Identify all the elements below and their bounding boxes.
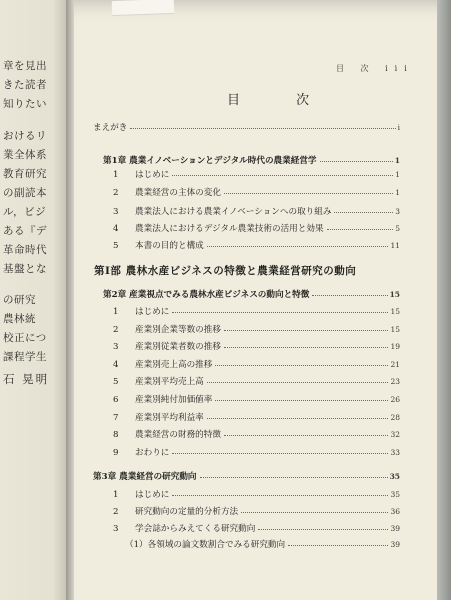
dot-leader <box>207 417 389 419</box>
left-page-text-line: 業全体系 <box>3 149 47 161</box>
section-number: 4 <box>113 360 119 370</box>
subsection-label: （1）各領域の論文数割合でみる研究動向 <box>125 540 286 550</box>
section-number: 8 <box>113 430 119 440</box>
toc-section <box>113 446 400 462</box>
section-label: おわりに <box>135 448 170 458</box>
dot-leader <box>172 174 393 176</box>
dot-leader <box>334 211 393 213</box>
section-number: 6 <box>113 395 119 405</box>
section-page: 39 <box>390 524 400 533</box>
dot-leader <box>172 494 388 496</box>
dot-leader <box>224 434 389 436</box>
dot-leader <box>224 329 389 331</box>
section-page: 5 <box>395 224 400 233</box>
section-number: 5 <box>113 241 119 251</box>
dot-leader <box>130 127 395 129</box>
section-label: はじめに <box>135 307 170 317</box>
section-page: 15 <box>390 307 400 316</box>
left-page-text-line: ある『デ <box>3 225 47 237</box>
toc-section <box>113 205 400 221</box>
section-number: 3 <box>113 207 119 217</box>
page-edge <box>437 0 451 600</box>
section-page: 36 <box>390 507 400 516</box>
section-number: 1 <box>113 170 119 180</box>
chapter-page: 35 <box>389 472 400 481</box>
section-label: 産業別平均利益率 <box>135 413 204 423</box>
book-gutter <box>66 0 74 600</box>
section-page: 33 <box>390 448 400 457</box>
toc-section <box>113 375 400 391</box>
section-page: 21 <box>390 360 400 369</box>
section-label: 農業法人におけるデジタル農業技術の活用と効果 <box>135 224 324 234</box>
toc-section <box>113 168 400 184</box>
part-title: 第Ⅰ部 農林水産ビジネスの特徴と農業経営研究の動向 <box>94 265 357 277</box>
toc-section <box>113 186 400 202</box>
left-page-text-line: 校正につ <box>3 332 47 344</box>
left-page-text-line: の副読本 <box>3 187 47 199</box>
chapter-title: 第1章 農業イノベーションとデジタル時代の農業経営学 <box>103 156 317 166</box>
dot-leader <box>215 364 388 366</box>
left-page-text-line: 基盤とな <box>3 263 47 275</box>
toc-entry-page: i <box>397 123 400 132</box>
section-page: 11 <box>390 241 400 250</box>
section-number: 2 <box>113 188 119 198</box>
section-number: 3 <box>113 342 119 352</box>
section-number: 3 <box>113 524 119 534</box>
left-page-text-line: 教育研究 <box>3 168 47 180</box>
toc-section <box>113 505 400 521</box>
section-label: 産業別従業者数の推移 <box>135 342 221 352</box>
section-number: 1 <box>113 307 119 317</box>
section-label: 産業別企業等数の推移 <box>135 325 221 335</box>
dot-leader <box>288 544 388 546</box>
left-page <box>0 0 66 600</box>
dot-leader <box>258 528 388 530</box>
section-page: 23 <box>390 377 400 386</box>
section-number: 2 <box>113 507 119 517</box>
section-number: 5 <box>113 377 119 387</box>
toc-section <box>113 340 400 356</box>
section-label: 研究動向の定量的分析方法 <box>135 507 239 517</box>
toc-section <box>113 522 400 538</box>
toc-section <box>113 323 400 339</box>
section-page: 35 <box>390 490 400 499</box>
dot-leader <box>320 160 393 162</box>
section-number: 4 <box>113 224 119 234</box>
left-page-text-line: 章を見出 <box>3 60 47 72</box>
section-label: 産業別売上高の推移 <box>135 360 213 370</box>
section-label: 本書の目的と構成 <box>135 241 204 251</box>
section-label: 産業別平均売上高 <box>135 377 204 387</box>
subsection-page: 39 <box>390 540 400 549</box>
toc-section <box>113 305 400 321</box>
toc-section <box>113 488 400 504</box>
dot-leader <box>224 346 389 348</box>
section-page: 26 <box>390 395 400 404</box>
section-page: 32 <box>390 430 400 439</box>
section-page: 1 <box>395 188 400 197</box>
section-label: 学会誌からみえてくる研究動向 <box>135 524 256 534</box>
toc-section <box>113 358 400 374</box>
left-page-text-line: 課程学生 <box>3 351 47 363</box>
section-label: 産業別純付加価値率 <box>135 395 213 405</box>
section-page: 19 <box>390 342 400 351</box>
dot-leader <box>172 452 388 454</box>
section-number: 9 <box>113 448 119 458</box>
toc-section <box>113 428 400 444</box>
paper-scrap <box>112 0 174 16</box>
dot-leader <box>241 511 388 513</box>
section-label: はじめに <box>135 490 170 500</box>
toc-section <box>113 393 400 409</box>
section-label: 農業経営の主体の変化 <box>135 188 221 198</box>
section-page: 3 <box>395 207 400 216</box>
toc-chapter-2 <box>103 288 400 304</box>
toc-section <box>113 411 400 427</box>
dot-leader <box>224 192 393 194</box>
chapter-page: 15 <box>389 290 400 299</box>
section-number: 1 <box>113 490 119 500</box>
toc-subsection <box>125 538 400 554</box>
left-page-text-line: きた読者 <box>3 79 47 91</box>
dot-leader <box>312 294 387 296</box>
section-label: 農業経営の財務的特徴 <box>135 430 221 440</box>
section-label: はじめに <box>135 170 170 180</box>
page-title: 目 次 <box>227 93 336 108</box>
section-number: 2 <box>113 325 119 335</box>
left-page-text-line: ル，ビジ <box>3 206 47 218</box>
toc-section <box>113 222 400 238</box>
section-label: 農業法人における農業イノベーションへの取り組み <box>135 207 332 217</box>
dot-leader <box>215 399 388 401</box>
section-number: 7 <box>113 413 119 423</box>
left-page-text-line: 革命時代 <box>3 244 47 256</box>
section-page: 28 <box>390 413 400 422</box>
dot-leader <box>172 311 388 313</box>
dot-leader <box>207 381 389 383</box>
chapter-page: 1 <box>394 156 400 165</box>
chapter-title: 第2章 産業視点でみる農林水産ビジネスの動向と特徴 <box>103 290 310 300</box>
left-page-author: 石 晃明 <box>3 372 50 386</box>
section-page: 1 <box>395 170 400 179</box>
left-page-text-line: の研究 <box>3 294 36 306</box>
running-head: 目 次 iii <box>336 64 414 73</box>
chapter-title: 第3章 農業経営の研究動向 <box>93 472 197 482</box>
dot-leader <box>207 245 389 247</box>
toc-entry-preface <box>93 121 400 137</box>
toc-section <box>113 239 400 255</box>
toc-entry-label: まえがき <box>93 123 128 133</box>
dot-leader <box>200 476 388 478</box>
dot-leader <box>327 228 394 230</box>
left-page-text-line: おけるリ <box>3 130 47 142</box>
toc-chapter-3 <box>93 470 400 486</box>
left-page-text-line: 農林統 <box>3 313 36 325</box>
left-page-text-line: 知りたい <box>3 98 47 110</box>
section-page: 15 <box>390 325 400 334</box>
